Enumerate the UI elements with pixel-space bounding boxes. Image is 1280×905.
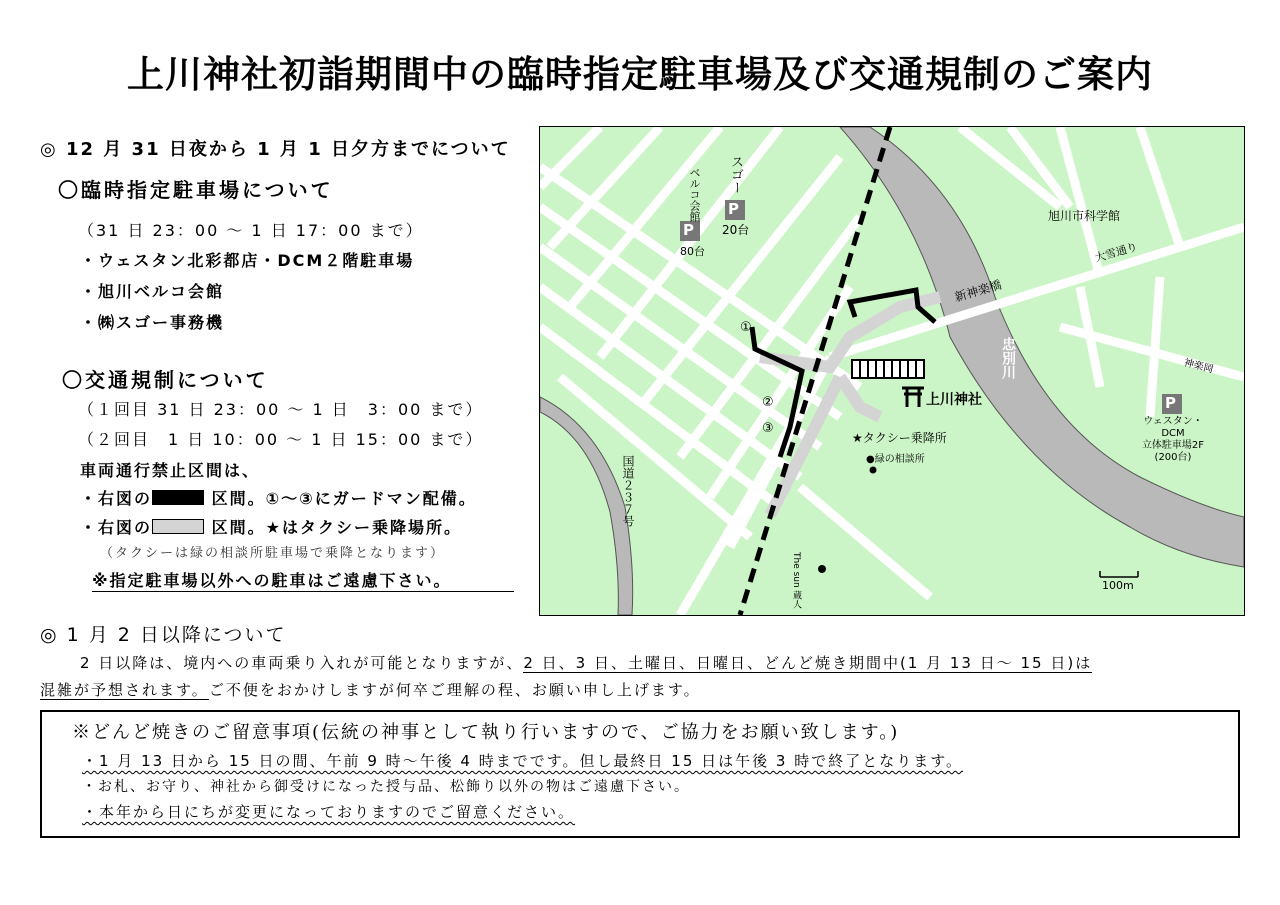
notice-item: ・1 月 13 日から 15 日の間、午前 9 時～午後 4 時までです。但し最終日 15 日は午後 3 時で終了となります。 — [82, 752, 964, 770]
guard-1: ① — [740, 320, 752, 335]
parking-period: （31 日 23：00 ～ 1 日 17：00 まで） — [78, 221, 424, 240]
route-label: 国道２３７号 — [621, 455, 635, 527]
black-bar-legend — [152, 490, 204, 505]
scale-bar — [1100, 571, 1138, 577]
gray-bar-legend — [152, 519, 204, 534]
shrine-parking — [852, 360, 924, 378]
midori-label: ●緑の相談所 — [866, 454, 925, 465]
section2-line1: 2 日以降は、境内への車両乗り入れが可能となりますが、2 日、3 日、土曜日、日曜日、どんど焼き期間中(1 月 13 日～ 15 日)は — [80, 654, 1093, 672]
traffic-period-1: （１回目 31 日 23：00 ～ 1 日 3：00 まで） — [78, 400, 484, 419]
bridge-label: 新神楽橋 — [953, 277, 1004, 305]
section2-heading: ◎ 1 月 2 日以降について — [40, 624, 287, 646]
sugo-parking-p: P — [728, 200, 739, 218]
notice-item: ・お札、お守り、神社から御受けになった授与品、松飾り以外の物はご遠慮下さい。 — [82, 779, 690, 795]
notice-heading: ※どんど焼きのご留意事項(伝統の神事として執り行いますので、ご協力をお願い致します。) — [72, 722, 900, 743]
torii-icon — [902, 388, 924, 407]
science-museum-label: 旭川市科学館 — [1048, 209, 1121, 223]
parking-item: ・ウェスタン北彩都店・DCM２階駐車場 — [80, 251, 415, 270]
traffic-heading: 〇交通規制について — [62, 368, 269, 392]
belco-capacity: 80台 — [680, 245, 705, 258]
sun-label: The sun 蔵人 — [791, 552, 801, 609]
parking-item: ・旭川ベルコ会館 — [80, 282, 225, 301]
sun-dot — [818, 565, 826, 573]
section2-line2: 混雑が予想されます。ご不便をおかけしますが何卒ご理解の程、お願い申し上げます。 — [40, 681, 701, 699]
closed-line-black: ・右図の 区間。①～③にガードマン配備。 — [80, 489, 477, 508]
kagura-label: 神楽岡 — [1182, 357, 1215, 376]
area-map — [539, 126, 1245, 616]
closed-intro: 車両通行禁止区間は、 — [80, 461, 261, 480]
guard-3: ③ — [762, 421, 774, 436]
guard-2: ② — [762, 395, 774, 410]
parking-item: ・㈱スゴー事務機 — [80, 313, 225, 332]
western-parking-p: P — [1165, 394, 1176, 412]
river-label: 忠別川 — [1000, 337, 1016, 379]
closed-line-gray: ・右図の 区間。★はタクシー乗降場所。 — [80, 518, 462, 537]
belco-label: ベルコ会館 — [688, 167, 701, 222]
notice-item: ・本年から日にちが変更になっておりますのでご留意ください。 — [82, 803, 576, 821]
parking-note: ※指定駐車場以外への駐車はご遠慮下さい。 — [92, 568, 514, 592]
belco-parking-p: P — [683, 221, 694, 239]
taisetsu-label: 大雪通り — [1093, 240, 1140, 265]
sugo-label: スゴー — [728, 155, 743, 194]
western-label: ウェスタン・DCM 立体駐車場2F (200台) — [1141, 416, 1205, 463]
section1-heading: ◎ 12 月 31 日夜から 1 月 1 日夕方までについて — [40, 139, 511, 160]
parking-heading: 〇臨時指定駐車場について — [58, 178, 334, 202]
notice-box — [40, 710, 1240, 838]
midori-dot — [870, 467, 877, 474]
scale-label: 100m — [1102, 579, 1134, 592]
sugo-capacity: 20台 — [722, 223, 750, 237]
page-title: 上川神社初詣期間中の臨時指定駐車場及び交通規制のご案内 — [127, 52, 1153, 96]
taxi-note: （タクシーは緑の相談所駐車場で乗降となります） — [100, 546, 446, 561]
traffic-period-2: （２回目 1 日 10：00 ～ 1 日 15：00 まで） — [78, 430, 484, 449]
shrine-label: 上川神社 — [926, 392, 982, 408]
taxi-label: ★タクシー乗降所 — [852, 431, 947, 445]
